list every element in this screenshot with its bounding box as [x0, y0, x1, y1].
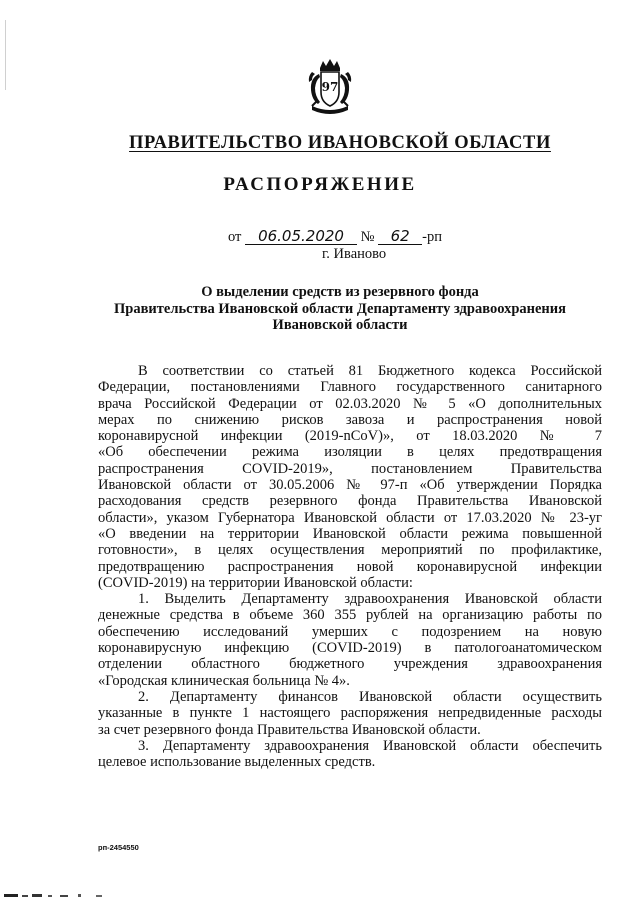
handwritten-date: 06.05.2020	[245, 228, 357, 245]
body-line: указанные в пункте 1 настоящего распоряжения непредвиденные расходы	[98, 705, 602, 722]
document-type-heading: РАСПОРЯЖЕНИЕ	[223, 174, 417, 195]
subject-line: Правительства Ивановской области Департаменту здравоохранения	[114, 300, 566, 317]
number-suffix: -рп	[422, 229, 442, 245]
body-line: (COVID-2019) на территории Ивановской области:	[98, 574, 413, 591]
body-line: обеспечению исследований умерших с подозрением на новую	[98, 623, 602, 640]
body-line: расходования средств резервного фонда Правительства Ивановской	[98, 493, 602, 510]
body-line: врача Российской Федерации от 02.03.2020 № 5 «О дополнительных	[98, 395, 602, 412]
body-line: целевое использование выделенных средств.	[98, 754, 376, 771]
document-subject	[90, 284, 590, 334]
body-line: Федерации, постановлениями Главного государственного санитарного	[98, 379, 602, 396]
body-line: коронавирусной инфекции (2019-nCoV)», от 18.03.2020 № 7	[98, 428, 602, 445]
body-line: коронавирусную инфекцию (COVID-2019) в патологоанатомическом	[98, 640, 602, 657]
body-line: «О введении на территории Ивановской области режима повышенной	[98, 525, 602, 542]
coat-of-arms-icon	[306, 58, 354, 116]
body-line: области», указом Губернатора Ивановской области от 17.03.2020 № 23-уг	[98, 509, 602, 526]
city-line: г. Иваново	[322, 246, 387, 262]
body-line: «Об обеспечении режима изоляции в целях предотвращения	[98, 444, 602, 461]
handwritten-number: 62	[378, 228, 422, 245]
number-label: №	[360, 229, 375, 245]
document-body	[98, 363, 602, 770]
body-line: распространения COVID-2019», постановлением Правительства	[98, 460, 602, 477]
body-line: 3. Департаменту здравоохранения Ивановской области обеспечить	[138, 737, 602, 754]
body-line: Ивановской области от 30.05.2006 № 97-п «Об утверждении Порядка	[98, 477, 602, 494]
body-line: «Городская клиническая больница № 4».	[98, 672, 350, 689]
subject-line: Ивановской области	[272, 317, 408, 333]
body-line: готовности», в целях осуществления мероприятий по профилактике,	[98, 542, 602, 559]
government-title: ПРАВИТЕЛЬСТВО ИВАНОВСКОЙ ОБЛАСТИ	[129, 133, 551, 153]
body-line: предотвращению распространения новой коронавирусной инфекции	[98, 558, 602, 575]
subject-line: О выделении средств из резервного фонда	[201, 284, 479, 300]
body-line: 2. Департаменту финансов Ивановской области осуществить	[138, 688, 602, 705]
from-label: от	[228, 229, 242, 245]
body-line: мерах по снижению рисков завоза и распространения новой	[98, 411, 602, 428]
document-footer-code: рп-2454550	[98, 843, 139, 852]
document-date-number	[228, 228, 442, 246]
body-line: 1. Выделить Департаменту здравоохранения Ивановской области	[138, 591, 602, 608]
scan-edge-mark	[5, 20, 6, 90]
body-line: В соответствии со статьей 81 Бюджетного кодекса Российской	[138, 363, 602, 379]
scan-artifact	[4, 893, 124, 899]
body-line: за счет резервного фонда Правительства Ивановской области.	[98, 721, 481, 738]
body-line: денежные средства в объеме 360 355 рублей на организацию работы по	[98, 607, 602, 624]
emblem-text: 97	[321, 80, 339, 94]
body-line: отделении областного бюджетного учреждения здравоохранения	[98, 656, 602, 673]
